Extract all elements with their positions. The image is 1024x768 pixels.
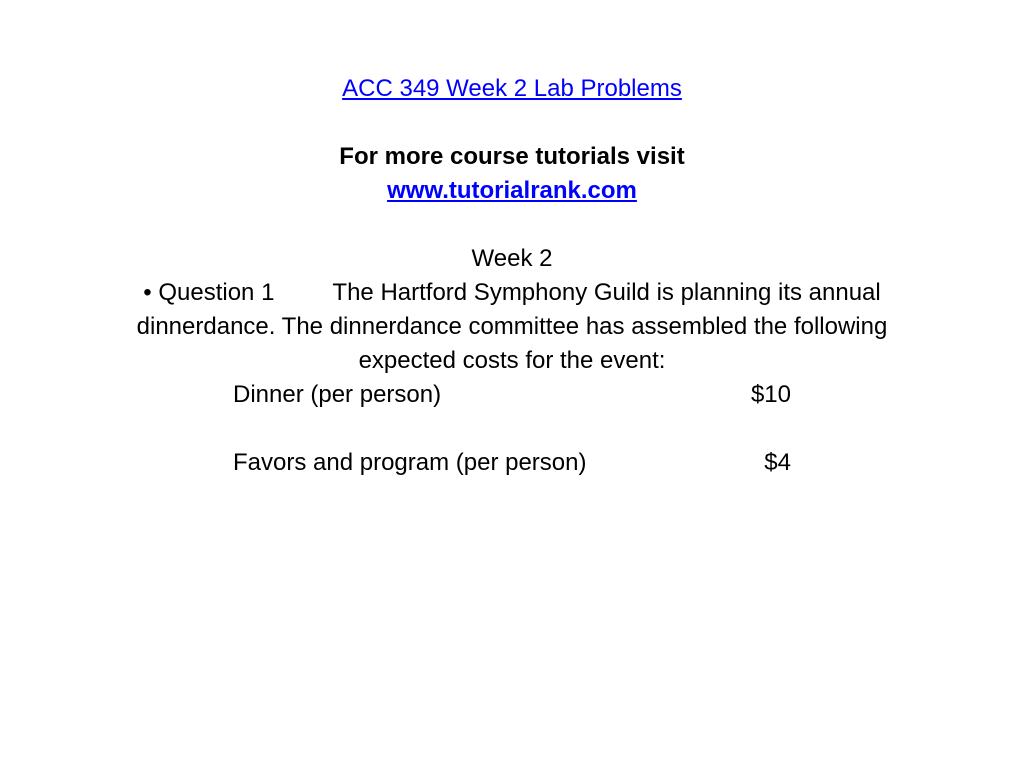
title-link[interactable]: ACC 349 Week 2 Lab Problems <box>342 75 682 102</box>
cost-row-favors <box>96 446 928 480</box>
tutorialrank-link[interactable]: www.tutorialrank.com <box>387 177 637 204</box>
spacer <box>96 412 928 446</box>
question-text-1: The Hartford Symphony Guild is planning its annual <box>332 279 881 306</box>
spacer <box>96 106 928 140</box>
question-label: • Question 1 <box>143 279 275 306</box>
slide-content <box>96 72 928 480</box>
spacer <box>96 208 928 242</box>
question-line-1 <box>96 276 928 310</box>
promo-text: For more course tutorials visit <box>339 143 685 170</box>
cost-amount: $10 <box>750 381 791 408</box>
cost-item: Dinner (per person) <box>233 381 442 408</box>
cost-row-dinner <box>96 378 928 412</box>
week-heading: Week 2 <box>471 245 553 272</box>
question-text-2: dinnerdance. The dinnerdance committee has assembled the following <box>136 313 888 340</box>
cost-item: Favors and program (per person) <box>233 449 587 476</box>
question-text-3: expected costs for the event: <box>358 347 666 374</box>
cost-amount: $4 <box>764 449 791 476</box>
